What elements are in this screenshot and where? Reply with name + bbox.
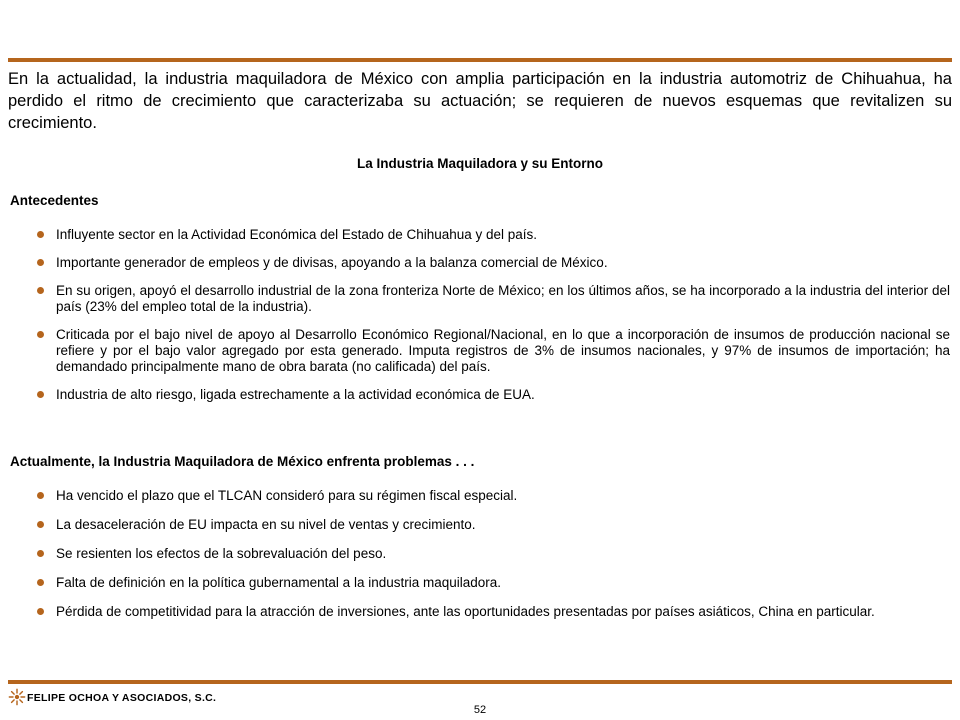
intro-paragraph: En la actualidad, la industria maquiladora de México con amplia participación en la industria automotriz de Chihuahua, ha perdido el ritmo de crecimiento que caracterizaba su actuación; se requieren de nuevos esquemas que revitalizen su crecimiento. [8, 70, 952, 132]
list-item: Falta de definición en la política gubernamental a la industria maquiladora. [0, 575, 960, 591]
bullet-dot-icon [37, 608, 44, 615]
bullet-dot-icon [37, 287, 44, 294]
problemas-list [0, 488, 960, 620]
bullet-dot-icon [37, 331, 44, 338]
list-item: Ha vencido el plazo que el TLCAN consideró para su régimen fiscal especial. [0, 488, 960, 504]
list-item: La desaceleración de EU impacta en su nivel de ventas y crecimiento. [0, 517, 960, 533]
bullet-dot-icon [37, 521, 44, 528]
list-item: Criticada por el bajo nivel de apoyo al Desarrollo Económico Regional/Nacional, en lo que a incorporación de insumos de producción nacional se refiere y por el bajo valor agregado por esta generado. Imputa registros de 3% de insumos nacionales, y 97% de insumos de importación; ha demandado principalmente mano de obra barata (no calificada) del país. [0, 327, 960, 375]
page-title: La Industria Maquiladora y su Entorno [356, 156, 604, 171]
bullet-dot-icon [37, 259, 44, 266]
bullet-dot-icon [37, 391, 44, 398]
page-number: 52 [473, 704, 487, 716]
list-item: Influyente sector en la Actividad Económica del Estado de Chihuahua y del país. [0, 227, 960, 243]
antecedentes-list [0, 227, 960, 403]
top-divider [8, 58, 952, 62]
problemas-heading: Actualmente, la Industria Maquiladora de México enfrenta problemas . . . [10, 454, 475, 469]
bottom-divider [8, 680, 952, 684]
company-name: FELIPE OCHOA Y ASOCIADOS, S.C. [27, 692, 217, 704]
list-item: Importante generador de empleos y de divisas, apoyando a la balanza comercial de México. [0, 255, 960, 271]
bullet-dot-icon [37, 492, 44, 499]
list-item: Industria de alto riesgo, ligada estrechamente a la actividad económica de EUA. [0, 387, 960, 403]
bullet-dot-icon [37, 231, 44, 238]
list-item: Pérdida de competitividad para la atracción de inversiones, ante las oportunidades presentadas por países asiáticos, China en particular. [0, 604, 960, 620]
bullet-dot-icon [37, 550, 44, 557]
list-item: En su origen, apoyó el desarrollo industrial de la zona fronteriza Norte de México; en los últimos años, se ha incorporado a la industria del interior del país (23% del empleo total de la industria). [0, 283, 960, 315]
antecedentes-heading: Antecedentes [10, 193, 99, 208]
bullet-dot-icon [37, 579, 44, 586]
list-item: Se resienten los efectos de la sobrevaluación del peso. [0, 546, 960, 562]
